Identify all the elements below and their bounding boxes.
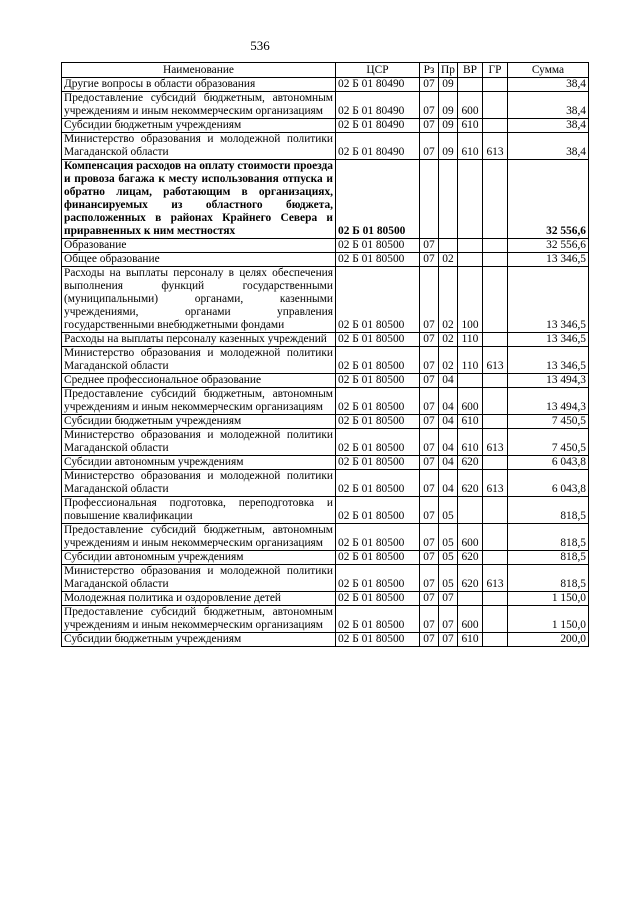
cell-rz: 07	[420, 333, 439, 347]
cell-pr: 09	[439, 119, 458, 133]
cell-vr: 110	[458, 333, 483, 347]
cell-sum: 38,4	[508, 119, 589, 133]
cell-sum: 6 043,8	[508, 470, 589, 497]
cell-csr: 02 Б 01 80500	[336, 456, 420, 470]
cell-rz: 07	[420, 524, 439, 551]
cell-name: Субсидии автономным учреждениям	[62, 551, 336, 565]
cell-sum: 13 494,3	[508, 374, 589, 388]
cell-sum: 13 346,5	[508, 347, 589, 374]
table-row	[62, 374, 589, 388]
cell-pr: 05	[439, 497, 458, 524]
cell-pr: 04	[439, 374, 458, 388]
cell-csr: 02 Б 01 80500	[336, 633, 420, 647]
cell-name: Министерство образования и молодежной политики Магаданской области	[62, 347, 336, 374]
cell-csr: 02 Б 01 80500	[336, 253, 420, 267]
cell-name: Молодежная политика и оздоровление детей	[62, 592, 336, 606]
cell-csr: 02 Б 01 80500	[336, 497, 420, 524]
page-number: 536	[250, 38, 270, 53]
cell-sum: 32 556,6	[508, 160, 589, 239]
cell-rz: 07	[420, 92, 439, 119]
cell-csr: 02 Б 01 80500	[336, 565, 420, 592]
cell-gr	[483, 78, 508, 92]
table-row	[62, 415, 589, 429]
cell-sum: 1 150,0	[508, 592, 589, 606]
table-header	[62, 63, 589, 78]
header-row	[62, 63, 589, 78]
cell-sum: 13 346,5	[508, 333, 589, 347]
budget-table	[61, 62, 589, 647]
table-body	[62, 78, 589, 647]
cell-pr: 09	[439, 92, 458, 119]
cell-gr	[483, 497, 508, 524]
cell-rz: 07	[420, 239, 439, 253]
cell-vr	[458, 253, 483, 267]
cell-vr: 620	[458, 551, 483, 565]
cell-vr: 610	[458, 119, 483, 133]
table-row	[62, 456, 589, 470]
cell-sum: 200,0	[508, 633, 589, 647]
cell-csr: 02 Б 01 80490	[336, 133, 420, 160]
table-row	[62, 239, 589, 253]
cell-pr: 07	[439, 606, 458, 633]
cell-csr: 02 Б 01 80500	[336, 429, 420, 456]
cell-vr: 610	[458, 415, 483, 429]
cell-csr: 02 Б 01 80490	[336, 119, 420, 133]
table-row	[62, 551, 589, 565]
cell-pr: 07	[439, 592, 458, 606]
table-row	[62, 606, 589, 633]
cell-rz: 07	[420, 267, 439, 333]
table-row	[62, 160, 589, 239]
cell-vr	[458, 592, 483, 606]
cell-vr	[458, 497, 483, 524]
cell-sum: 13 346,5	[508, 267, 589, 333]
cell-gr	[483, 160, 508, 239]
cell-vr: 610	[458, 633, 483, 647]
cell-csr: 02 Б 01 80500	[336, 592, 420, 606]
cell-name: Министерство образования и молодежной политики Магаданской области	[62, 565, 336, 592]
cell-gr	[483, 253, 508, 267]
cell-pr	[439, 239, 458, 253]
cell-name: Предоставление субсидий бюджетным, автономным учреждениям и иным некоммерческим организациям	[62, 524, 336, 551]
cell-vr: 100	[458, 267, 483, 333]
cell-gr	[483, 551, 508, 565]
cell-pr: 05	[439, 524, 458, 551]
table-row	[62, 119, 589, 133]
cell-rz: 07	[420, 565, 439, 592]
table-row	[62, 592, 589, 606]
cell-csr: 02 Б 01 80500	[336, 267, 420, 333]
cell-csr: 02 Б 01 80500	[336, 415, 420, 429]
cell-vr: 600	[458, 524, 483, 551]
cell-gr	[483, 119, 508, 133]
cell-gr	[483, 333, 508, 347]
cell-rz: 07	[420, 633, 439, 647]
cell-vr: 600	[458, 606, 483, 633]
cell-sum: 13 346,5	[508, 253, 589, 267]
cell-name: Министерство образования и молодежной политики Магаданской области	[62, 133, 336, 160]
cell-csr: 02 Б 01 80500	[336, 160, 420, 239]
cell-rz: 07	[420, 374, 439, 388]
cell-name: Предоставление субсидий бюджетным, автономным учреждениям и иным некоммерческим организациям	[62, 606, 336, 633]
cell-pr: 05	[439, 565, 458, 592]
cell-rz: 07	[420, 253, 439, 267]
cell-sum: 6 043,8	[508, 456, 589, 470]
cell-sum: 38,4	[508, 78, 589, 92]
cell-name: Министерство образования и молодежной политики Магаданской области	[62, 470, 336, 497]
table-row	[62, 267, 589, 333]
table-row	[62, 470, 589, 497]
cell-rz: 07	[420, 429, 439, 456]
cell-name: Расходы на выплаты персоналу в целях обеспечения выполнения функций государственными (муниципальными) органами, казенными учреждениями, органами управления государственными внебюджетными фондами	[62, 267, 336, 333]
cell-vr: 620	[458, 470, 483, 497]
cell-sum: 818,5	[508, 497, 589, 524]
cell-vr: 620	[458, 456, 483, 470]
table-row	[62, 429, 589, 456]
cell-gr	[483, 267, 508, 333]
table-row	[62, 133, 589, 160]
cell-rz: 07	[420, 119, 439, 133]
cell-vr: 110	[458, 347, 483, 374]
cell-csr: 02 Б 01 80500	[336, 333, 420, 347]
cell-sum: 7 450,5	[508, 415, 589, 429]
cell-sum: 7 450,5	[508, 429, 589, 456]
cell-name: Общее образование	[62, 253, 336, 267]
cell-gr	[483, 456, 508, 470]
table-row	[62, 633, 589, 647]
cell-pr: 02	[439, 347, 458, 374]
cell-csr: 02 Б 01 80500	[336, 374, 420, 388]
cell-vr	[458, 78, 483, 92]
cell-vr	[458, 239, 483, 253]
cell-sum: 38,4	[508, 92, 589, 119]
cell-sum: 32 556,6	[508, 239, 589, 253]
cell-csr: 02 Б 01 80500	[336, 347, 420, 374]
cell-rz: 07	[420, 388, 439, 415]
cell-vr: 620	[458, 565, 483, 592]
header-rz: Рз	[420, 63, 439, 78]
table-row	[62, 524, 589, 551]
cell-gr	[483, 606, 508, 633]
cell-csr: 02 Б 01 80500	[336, 470, 420, 497]
cell-pr: 02	[439, 267, 458, 333]
cell-rz: 07	[420, 78, 439, 92]
cell-rz: 07	[420, 606, 439, 633]
table-row	[62, 497, 589, 524]
cell-vr	[458, 160, 483, 239]
cell-pr	[439, 160, 458, 239]
cell-rz: 07	[420, 133, 439, 160]
cell-sum: 818,5	[508, 524, 589, 551]
header-sum: Сумма	[508, 63, 589, 78]
cell-gr	[483, 239, 508, 253]
table-row	[62, 333, 589, 347]
cell-rz: 07	[420, 497, 439, 524]
cell-rz	[420, 160, 439, 239]
table-row	[62, 347, 589, 374]
cell-rz: 07	[420, 470, 439, 497]
cell-gr: 613	[483, 429, 508, 456]
cell-gr: 613	[483, 565, 508, 592]
cell-vr: 610	[458, 133, 483, 160]
cell-vr: 600	[458, 92, 483, 119]
cell-pr: 04	[439, 429, 458, 456]
cell-gr: 613	[483, 133, 508, 160]
cell-name: Субсидии бюджетным учреждениям	[62, 415, 336, 429]
header-pr: Пр	[439, 63, 458, 78]
cell-gr: 613	[483, 470, 508, 497]
cell-pr: 05	[439, 551, 458, 565]
cell-rz: 07	[420, 592, 439, 606]
cell-name: Министерство образования и молодежной политики Магаданской области	[62, 429, 336, 456]
cell-pr: 02	[439, 253, 458, 267]
cell-sum: 1 150,0	[508, 606, 589, 633]
cell-sum: 13 494,3	[508, 388, 589, 415]
cell-csr: 02 Б 01 80500	[336, 551, 420, 565]
cell-csr: 02 Б 01 80500	[336, 524, 420, 551]
cell-rz: 07	[420, 347, 439, 374]
cell-name: Другие вопросы в области образования	[62, 78, 336, 92]
cell-pr: 07	[439, 633, 458, 647]
cell-gr	[483, 524, 508, 551]
cell-csr: 02 Б 01 80500	[336, 606, 420, 633]
table-row	[62, 78, 589, 92]
cell-name: Расходы на выплаты персоналу казенных учреждений	[62, 333, 336, 347]
cell-pr: 09	[439, 133, 458, 160]
cell-gr: 613	[483, 347, 508, 374]
cell-name: Субсидии бюджетным учреждениям	[62, 119, 336, 133]
cell-pr: 04	[439, 388, 458, 415]
cell-sum: 38,4	[508, 133, 589, 160]
cell-csr: 02 Б 01 80500	[336, 388, 420, 415]
cell-pr: 04	[439, 470, 458, 497]
cell-vr: 600	[458, 388, 483, 415]
table-row	[62, 253, 589, 267]
header-name: Наименование	[62, 63, 336, 78]
cell-name: Профессиональная подготовка, переподготовка и повышение квалификации	[62, 497, 336, 524]
cell-gr	[483, 388, 508, 415]
cell-sum: 818,5	[508, 565, 589, 592]
cell-gr	[483, 92, 508, 119]
table-row	[62, 388, 589, 415]
header-csr: ЦСР	[336, 63, 420, 78]
cell-sum: 818,5	[508, 551, 589, 565]
cell-rz: 07	[420, 551, 439, 565]
cell-name: Предоставление субсидий бюджетным, автономным учреждениям и иным некоммерческим организациям	[62, 92, 336, 119]
cell-name: Субсидии автономным учреждениям	[62, 456, 336, 470]
cell-name: Субсидии бюджетным учреждениям	[62, 633, 336, 647]
cell-name: Среднее профессиональное образование	[62, 374, 336, 388]
cell-gr	[483, 592, 508, 606]
cell-gr	[483, 633, 508, 647]
cell-vr: 610	[458, 429, 483, 456]
cell-pr: 09	[439, 78, 458, 92]
cell-csr: 02 Б 01 80490	[336, 78, 420, 92]
cell-gr	[483, 374, 508, 388]
cell-csr: 02 Б 01 80500	[336, 239, 420, 253]
cell-csr: 02 Б 01 80490	[336, 92, 420, 119]
cell-rz: 07	[420, 415, 439, 429]
cell-gr	[483, 415, 508, 429]
cell-name: Предоставление субсидий бюджетным, автономным учреждениям и иным некоммерческим организациям	[62, 388, 336, 415]
cell-name: Компенсация расходов на оплату стоимости проезда и провоза багажа к месту использования отпуска и обратно лицам, работающим в организациях, финансируемых из областного бюджета, расположенных в районах Крайнего Севера и приравненных к ним местностях	[62, 160, 336, 239]
header-gr: ГР	[483, 63, 508, 78]
cell-name: Образование	[62, 239, 336, 253]
table-row	[62, 565, 589, 592]
cell-vr	[458, 374, 483, 388]
header-vr: ВР	[458, 63, 483, 78]
cell-rz: 07	[420, 456, 439, 470]
cell-pr: 04	[439, 415, 458, 429]
cell-pr: 02	[439, 333, 458, 347]
table-row	[62, 92, 589, 119]
cell-pr: 04	[439, 456, 458, 470]
